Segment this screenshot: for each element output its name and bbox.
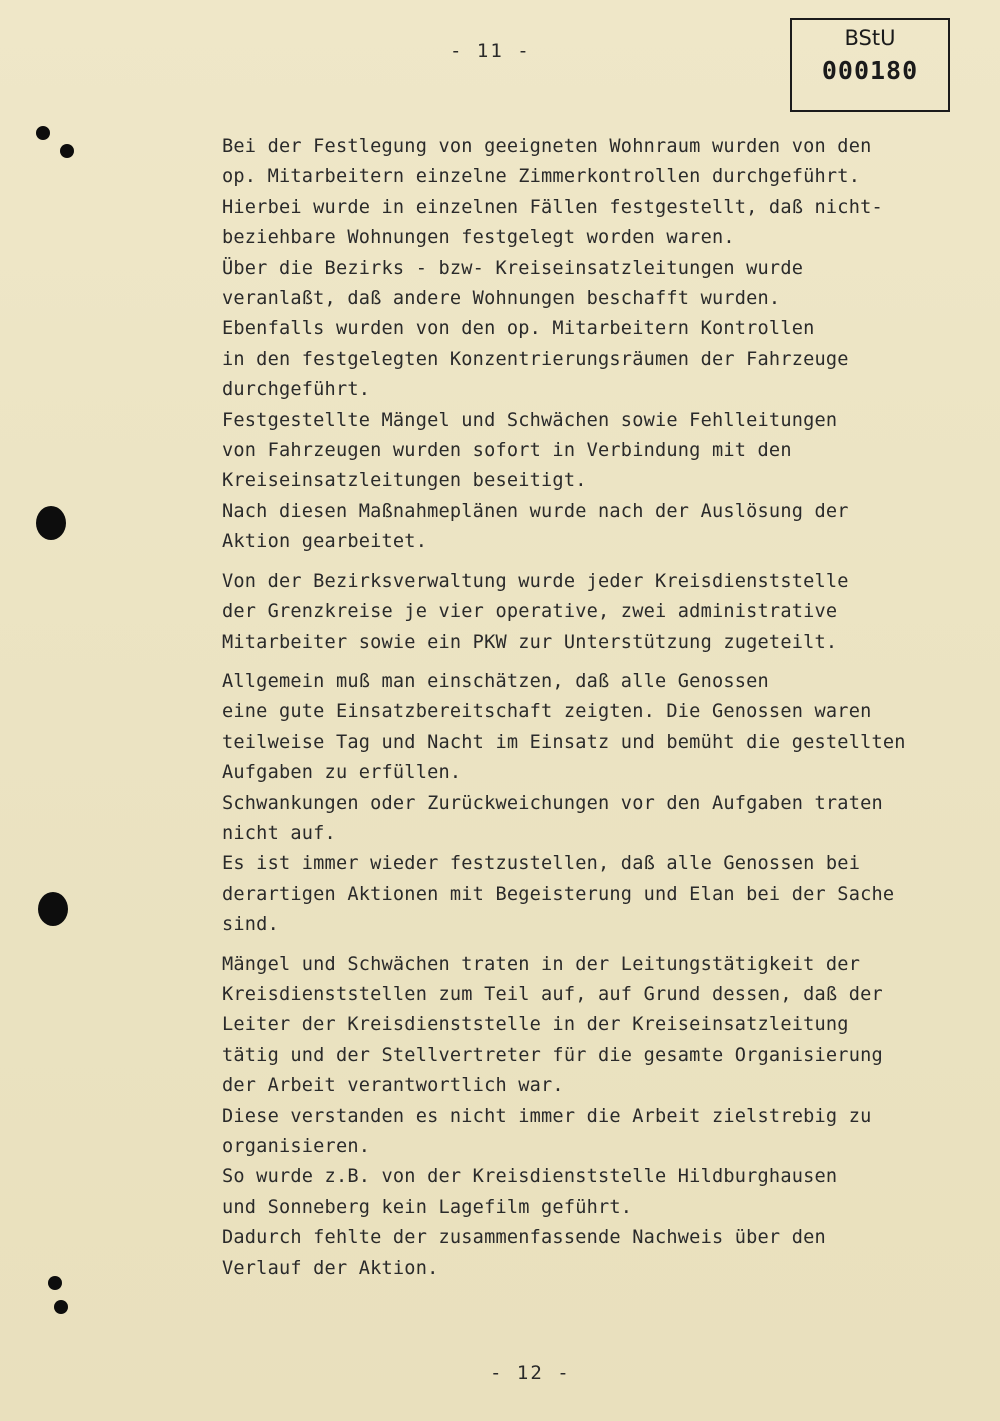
text-line: derartigen Aktionen mit Begeisterung und Elan bei der Sache bbox=[222, 883, 895, 905]
paragraph bbox=[222, 567, 982, 658]
punch-hole bbox=[38, 892, 68, 926]
punch-hole-mark bbox=[48, 1276, 62, 1290]
text-line: Festgestellte Mängel und Schwächen sowie Fehlleitungen bbox=[222, 409, 838, 431]
text-line: sind. bbox=[222, 914, 279, 936]
text-line: Bei der Festlegung von geeigneten Wohnraum wurden von den bbox=[222, 136, 872, 157]
text-line: Diese verstanden es nicht immer die Arbeit zielstrebig zu bbox=[222, 1105, 872, 1127]
body-text bbox=[222, 132, 982, 1293]
paragraph bbox=[222, 950, 982, 1284]
punch-hole-mark bbox=[54, 1300, 68, 1314]
paragraph bbox=[222, 132, 982, 558]
text-line: der Grenzkreise je vier operative, zwei administrative bbox=[222, 601, 838, 623]
stamp-number: 000180 bbox=[821, 56, 919, 85]
text-line: in den festgelegten Konzentrierungsräumen der Fahrzeuge bbox=[222, 348, 849, 370]
text-line: Mitarbeiter sowie ein PKW zur Unterstützung zugeteilt. bbox=[222, 631, 838, 653]
text-line: So wurde z.B. von der Kreisdienststelle Hildburghausen bbox=[222, 1166, 838, 1188]
punch-hole-mark bbox=[60, 144, 74, 158]
next-page-number: - 12 - bbox=[490, 1362, 571, 1384]
text-line: Allgemein muß man einschätzen, daß alle Genossen bbox=[222, 670, 769, 692]
text-line: beziehbare Wohnungen festgelegt worden waren. bbox=[222, 227, 735, 249]
text-line: Hierbei wurde in einzelnen Fällen festgestellt, daß nicht- bbox=[222, 196, 883, 218]
text-line: der Arbeit verantwortlich war. bbox=[222, 1075, 564, 1097]
text-line: Aufgaben zu erfüllen. bbox=[222, 762, 462, 784]
punch-hole-mark bbox=[36, 126, 50, 140]
text-line: tätig und der Stellvertreter für die gesamte Organisierung bbox=[222, 1044, 883, 1066]
page-number: - 11 - bbox=[450, 40, 531, 62]
text-line: Leiter der Kreisdienststelle in der Kreiseinsatzleitung bbox=[222, 1014, 849, 1036]
text-line: von Fahrzeugen wurden sofort in Verbindung mit den bbox=[222, 440, 792, 462]
text-line: Ebenfalls wurden von den op. Mitarbeitern Kontrollen bbox=[222, 318, 815, 340]
text-line: teilweise Tag und Nacht im Einsatz und bemüht die gestellten bbox=[222, 731, 906, 753]
text-line: Über die Bezirks - bzw- Kreiseinsatzleitungen wurde bbox=[222, 257, 804, 279]
text-line: Kreiseinsatzleitungen beseitigt. bbox=[222, 470, 587, 492]
text-line: Nach diesen Maßnahmeplänen wurde nach der Auslösung der bbox=[222, 500, 849, 522]
text-line: und Sonneberg kein Lagefilm geführt. bbox=[222, 1196, 633, 1218]
text-line: Aktion gearbeitet. bbox=[222, 531, 428, 553]
text-line: Schwankungen oder Zurückweichungen vor den Aufgaben traten bbox=[222, 792, 883, 814]
text-line: Kreisdienststellen zum Teil auf, auf Grund dessen, daß der bbox=[222, 983, 883, 1005]
text-line: nicht auf. bbox=[222, 822, 336, 844]
punch-hole bbox=[36, 506, 66, 540]
archive-stamp bbox=[790, 18, 950, 112]
text-line: durchgeführt. bbox=[222, 379, 371, 401]
text-line: Es ist immer wieder festzustellen, daß alle Genossen bei bbox=[222, 853, 861, 875]
text-line: veranlaßt, daß andere Wohnungen beschafft wurden. bbox=[222, 288, 781, 310]
text-line: Dadurch fehlte der zusammenfassende Nachweis über den bbox=[222, 1227, 826, 1249]
text-line: organisieren. bbox=[222, 1136, 371, 1157]
text-line: Verlauf der Aktion. bbox=[222, 1257, 439, 1279]
text-line: eine gute Einsatzbereitschaft zeigten. Die Genossen waren bbox=[222, 701, 872, 723]
stamp-label: BStU bbox=[844, 26, 896, 50]
text-line: op. Mitarbeitern einzelne Zimmerkontrollen durchgeführt. bbox=[222, 166, 861, 188]
text-line: Mängel und Schwächen traten in der Leitungstätigkeit der bbox=[222, 953, 861, 975]
text-line: Von der Bezirksverwaltung wurde jeder Kreisdienststelle bbox=[222, 570, 849, 592]
paragraph bbox=[222, 667, 982, 941]
